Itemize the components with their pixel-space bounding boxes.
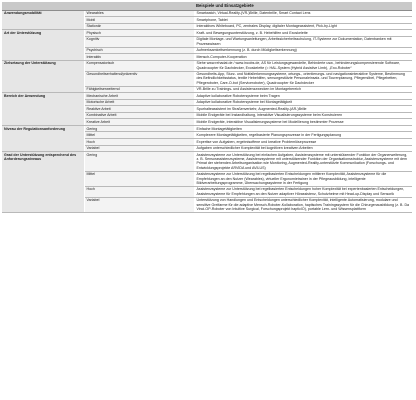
table-body (2, 10, 412, 212)
examples-cell: Siehe www.rehadat.de / www.incobs.de, AS für Leistungsgewandelte, Behinderte usw., behinderungskompensierende Software, Quadrocopter für Dachdecker, Exoskelette (= HAL-System (Hybrid Assistive Limb), „Exo-Roboter“ (194, 60, 412, 71)
examples-cell: Gesundheits-App, Sturz- und Notfallerkennungssysteme, ortungs-, orientierungs- und navigationsinteraktive Systeme, Bestimmung des Befindlichkeitsstatus, textile Hebehilfen, sensorgestützte Personaleinsatz- und Tourenplanung, Pflegemöbel, Pflegebetten, Pflegeroboter, Care-O-bot (Serviceroboter), Quadrocopter für Dachdecker (194, 71, 412, 86)
category-cell: Art der Unterstützung (2, 30, 84, 60)
category-cell: Niveau der Regulationsanforderung (2, 125, 84, 151)
examples-cell: Digitale Montage- und Wartungsanleitungen, Arbeitssicherheitsschulung, IT-Systeme zur Dokumentation, Datenbanken mit Prozesswissen (194, 36, 412, 47)
examples-cell: Aufgaben unterschiedlicher Komplexität bei kognitiven kreativen Arbeiten (194, 145, 412, 152)
assistance-systems-table (2, 2, 412, 213)
subcategory-cell: Variabel (84, 145, 194, 152)
subcategory-cell: Interaktiv (84, 54, 194, 61)
examples-cell: Assistenzsysteme zur Unterstützung bei regelbasierten Entscheidungen hoher Komplexität bei expertenbasierten Entscheidungen, Assistenzsysteme für Empfehlungen an den Nutzer adaptiver Hörassistenz, Schutzhelme mit Head-up-Display und Sensorik (194, 186, 412, 197)
examples-cell: Spurhalteassistent im Straßenverkehr, Augmented-Reality-(AR-)Brille (194, 106, 412, 113)
subcategory-cell: Hoch (84, 186, 194, 197)
subcategory-cell: Psychisch (84, 47, 194, 54)
category-cell: Bereich der Anwendung (2, 93, 84, 126)
examples-cell: Einfache Montagetätigkeiten (194, 125, 412, 132)
subcategory-cell: Mittel (84, 132, 194, 139)
subcategory-cell: Kombinative Arbeit (84, 112, 194, 119)
examples-cell: Komplexere Montagetätigkeiten, regelbasierte Planungsprozesse in der Fertigungsplanung (194, 132, 412, 139)
examples-cell: Smartwatch, Virtual-Reality-(VR-)Brille, Datenbrille, Smart Contact Lens (194, 10, 412, 17)
subcategory-cell: Wearables (84, 10, 194, 17)
subcategory-cell: Stationär (84, 23, 194, 30)
examples-cell: Mobile Endgeräte, interaktive Visualisierungssysteme bei Modellierung bestimmter Prozesse (194, 119, 412, 126)
subcategory-cell: Motorische Arbeit (84, 99, 194, 106)
examples-cell: Kraft- und Bewegungsunterstützung, z. B. Hebehilfen und Exoskelette (194, 30, 412, 37)
header-col-subcategory (84, 2, 194, 10)
header-col-category (2, 2, 84, 10)
category-cell: Zielsetzung der Unterstützung (2, 60, 84, 93)
examples-cell: VR-Brille zu Trainings- und Assistenzzwecken im Montagebereich (194, 86, 412, 93)
examples-cell: Expertise von Aufgaben, ergebnisoffene und kreative Problemlöseprozesse (194, 139, 412, 146)
subcategory-cell: Reaktive Arbeit (84, 106, 194, 113)
subcategory-cell: Gering (84, 125, 194, 132)
subcategory-cell: Fähigkeitserweiternd (84, 86, 194, 93)
subcategory-cell: Kompensatorisch (84, 60, 194, 71)
examples-cell: Assistenzsysteme zur Unterstützung bei einfachen Aufgaben, Assistenzsysteme mit unterstützender Funktion der Organerweiterung, z. B. Sensorassistenzsysteme, Assistenzsysteme mit unterstützender Funktion der Organisationsstruktur, Assistenzsysteme mit dem Primat der stehenden Arbeitsorganisation wie Monitoring, Augmented-Reality-unterstützte Kommunikation (Forschungs- und Entwicklungsprojekte ARVIDA und AVILUS) (194, 152, 412, 172)
subcategory-cell: Kreative Arbeit (84, 119, 194, 126)
examples-cell: Smartphone, Tablet (194, 17, 412, 24)
examples-cell: Interaktives Whiteboard, PC, zentrales Display, digitaler Montageassistent, Pick-by-Light (194, 23, 412, 30)
subcategory-cell: Mechanische Arbeit (84, 93, 194, 100)
table-header-row (2, 2, 412, 10)
examples-cell: Mobile Endgeräte bei Instandhaltung, interaktive Visualisierungssysteme beim Konstruieren (194, 112, 412, 119)
examples-cell: Adaptive kollaborative Robotersysteme bei Montagetätigkeit (194, 99, 412, 106)
subcategory-cell: Kognitiv (84, 36, 194, 47)
subcategory-cell: Gering (84, 152, 194, 172)
table-row (2, 152, 412, 172)
subcategory-cell: Mittel (84, 171, 194, 186)
examples-cell: Mensch-Computer-Kooperation (194, 54, 412, 61)
subcategory-cell: Physisch (84, 30, 194, 37)
table-row (2, 60, 412, 71)
subcategory-cell: Mobil (84, 17, 194, 24)
category-cell: Grad der Unterstützung entsprechend des Anforderungsniveaus (2, 152, 84, 213)
examples-cell: Assistenzsysteme zur Unterstützung bei regelbasierten Entscheidungen mittlerer Komplexität, Assistenzsysteme für die Empfehlungen an den Nutzer (Wearables), virtueller Ergonomietrainer in der Pflegeausbildung, intelligente Bildverarbeitungsprogramme, Überwachungssysteme in der Fertigung (194, 171, 412, 186)
examples-cell: Adaptive kollaborative Robotersysteme beim Tragen (194, 93, 412, 100)
subcategory-cell: Hoch (84, 139, 194, 146)
subcategory-cell: Variabel (84, 197, 194, 212)
subcategory-cell: Gesundheitserhaltend/präventiv (84, 71, 194, 86)
category-cell: Anwendungsmobilität (2, 10, 84, 30)
examples-cell: Aufmerksamkeitserkennung (z. B. durch Müdigkeitserkennung) (194, 47, 412, 54)
examples-cell: Unterstützung von Handlungen und Entscheidungen unterschiedlicher Komplexität, intelligente Automatisierung, modulare und sensitive Greifarme für die adaptive Mensch-Roboter-Kollaboration, haptisches Trainingssystem für die Chirurgenausbildung (z. B. Da Vinci-OP-Roboter von Intuitive Surgical, Forschungsprojekt hapticIO), portable Lern- und Wissensplattform (194, 197, 412, 212)
header-col-examples: Beispiele und Einsatzgebiete (194, 2, 412, 10)
